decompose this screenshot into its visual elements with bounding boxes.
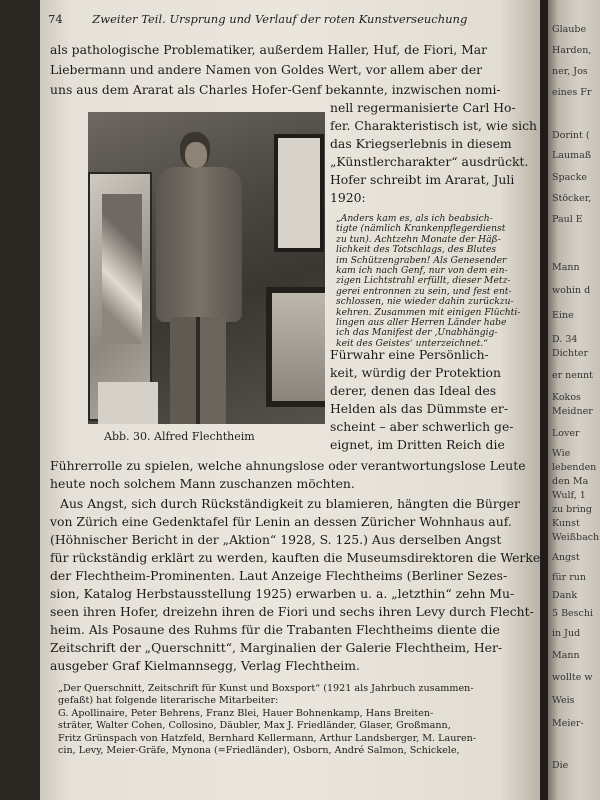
footnote-line: Fritz Grünspach von Hatzfeld, Bernhard Kellermann, Arthur Landsberger, M. Lauren- [58,732,477,744]
text-line: fer. Charakteristisch ist, wie sich [330,118,537,133]
facing-line: zu bring [552,504,593,515]
facing-line: 5 Beschi [552,608,594,619]
quote-line: lingen aus aller Herren Länder habe [336,317,507,328]
facing-line: Mann [552,650,580,661]
facing-line: Paul E [552,214,583,225]
facing-line: Glaube [552,24,587,35]
quote-line: „Anders kam es, als ich beabsich- [336,213,493,224]
facing-line: den Ma [552,476,589,487]
text-line: keit, würdig der Protektion [330,365,501,380]
facing-line: für run [552,572,586,583]
footnote-line: cin, Levy, Meier-Gräfe, Mynona (=Friedländer), Osborn, André Salmon, Schickele, [58,745,460,756]
facing-line: Laumaß [552,150,592,161]
man-face [185,142,207,168]
picture-frame [274,134,324,252]
quote-line: lichkeit des Totschlags, des Blutes [336,244,497,256]
text-line: das Kriegserlebnis in diesem [330,136,512,151]
text-line: scheint – aber schwerlich ge- [330,419,514,434]
facing-line: er nennt [552,370,593,381]
quote-line: kehren. Zusammen mit einigen Flüchti- [336,306,521,318]
text-line: heute noch solchem Mann zuschanzen möchten. [50,476,355,491]
text-line: Hofer schreibt im Ararat, Juli [330,172,515,187]
facing-line: in Jud [552,628,581,639]
text-line: eignet, im Dritten Reich die [330,437,505,452]
text-line: ausgeber Graf Kielmannsegg, Verlag Flechtheim. [50,658,360,673]
quote-line: im Schützengraben! Als Genesender [336,254,507,266]
facing-line: Meidner [552,406,593,417]
facing-line: Weis [552,695,575,706]
facing-line: lebenden [552,462,597,473]
text-line: Aus Angst, sich durch Rückständigkeit zu blamieren, hängten die Bürger [60,496,520,511]
quote-line: schlossen, nie wieder dahin zurückzu- [336,296,514,308]
text-line: Helden als das Dümmste er- [330,401,509,416]
facing-line: Dank [552,590,578,601]
portrait-photo [88,112,325,424]
facing-line: Eine [552,310,574,321]
facing-line: Kunst [552,518,580,529]
quote-line: tigte (nämlich Krankenpflegerdienst [336,223,506,235]
man-figure [156,167,242,322]
text-line: der Flechtheim-Prominenten. Laut Anzeige Flechtheims (Berliner Sezes- [50,568,508,583]
facing-line: Die [552,760,569,771]
quote-line: gerei entronnen zu sein, und fest ent- [336,285,512,297]
facing-line: Lover [552,428,580,439]
facing-line: Wie [552,448,571,459]
text-line: heim. Als Posaune des Ruhms für die Trabanten Flechtheims diente die [50,622,500,637]
running-header [48,12,488,26]
footnote-line: sträter, Walter Cohen, Collosino, Däubler, Max J. Friedländer, Glaser, Großmann, [58,720,451,732]
text-line: sion, Katalog Herbstausstellung 1925) erwarben u. a. „letzthin“ zehn Mu- [50,586,515,601]
facing-line: Angst [552,552,580,563]
facing-line: wohin d [552,285,591,296]
quote-line: zigen Lichtstrahl erfüllt, dieser Metz- [336,275,511,287]
text-line: nell regermanisierte Carl Ho- [330,100,516,115]
text-line: (Höhnischer Bericht in der „Aktion“ 1928, S. 125.) Aus derselben Angst [50,532,502,547]
text-line: derer, denen das Ideal des [330,383,497,398]
facing-page [548,0,600,800]
facing-line: Harden, [552,45,592,56]
quote-line: zu tun). Achtzehn Monate der Häß- [336,233,501,245]
text-line: für rückständig erklärt zu werden, kauften die Museumsdirektoren die Werke [50,550,541,565]
facing-line: Dorint ( [552,130,590,141]
text-line: Liebermann und andere Namen von Goldes Wert, vor allem aber der [50,62,483,77]
text-line: uns aus dem Ararat als Charles Hofer-Genf bekannte, inzwischen nomi- [50,82,501,97]
facing-line: ner, Jos [552,66,588,77]
quote-line: kam ich nach Genf, nur von dem ein- [336,265,508,276]
facing-line: Spacke [552,172,587,183]
facing-line: Wulf, 1 [552,490,586,501]
page-number: 74 [48,12,63,26]
facing-line: Stöcker, [552,193,592,204]
facing-line: Meier- [552,718,584,729]
footnote-line: „Der Querschnitt, Zeitschrift für Kunst und Boxsport“ (1921 als Jahrbuch zusammen- [58,683,474,694]
facing-line: D. 34 [552,334,578,345]
text-line: 1920: [330,190,366,205]
text-line: „Künstlercharakter“ ausdrückt. [330,154,529,169]
text-line: von Zürich eine Gedenktafel für Lenin an dessen Züricher Wohnhaus auf. [50,514,512,529]
quote-line: keit des Geistes‘ unterzeichnet.“ [336,337,488,349]
footnote-line: gefaßt) hat folgende literarische Mitarbeiter: [58,695,279,707]
facing-line: Weißbach [552,532,600,543]
figure-caption: Abb. 30. Alfred Flechtheim [104,430,255,443]
facing-line: Dichter [552,348,589,359]
running-title: Zweiter Teil. Ursprung und Verlauf der roten Kunstverseuchung [92,12,468,26]
man-legs [170,317,226,424]
facing-line: Kokos [552,392,581,403]
text-line: Fürwahr eine Persönlich- [330,347,489,362]
text-line: als pathologische Problematiker, außerdem Haller, Huf, de Fiori, Mar [50,42,488,57]
facing-line: wollte w [552,672,593,683]
text-line: Führerrolle zu spielen, welche ahnungslose oder verantwortungslose Leute [50,458,526,473]
facing-line: Mann [552,262,580,273]
text-line: Zeitschrift der „Querschnitt“, Marginalien der Galerie Flechtheim, Her- [50,640,503,655]
text-line: seen ihren Hofer, dreizehn ihren de Fiori und sechs ihren Levy durch Flecht- [50,604,534,619]
quote-line: ich das Manifest der ‚Unabhängig- [336,327,498,339]
landscape-painting [266,287,325,407]
footnote-line: G. Apollinaire, Peter Behrens, Franz Blei, Hauer Bohnenkamp, Hans Breiten- [58,707,434,719]
table [98,382,158,424]
book-gutter [540,0,548,800]
facing-line: eines Fr [552,87,592,98]
